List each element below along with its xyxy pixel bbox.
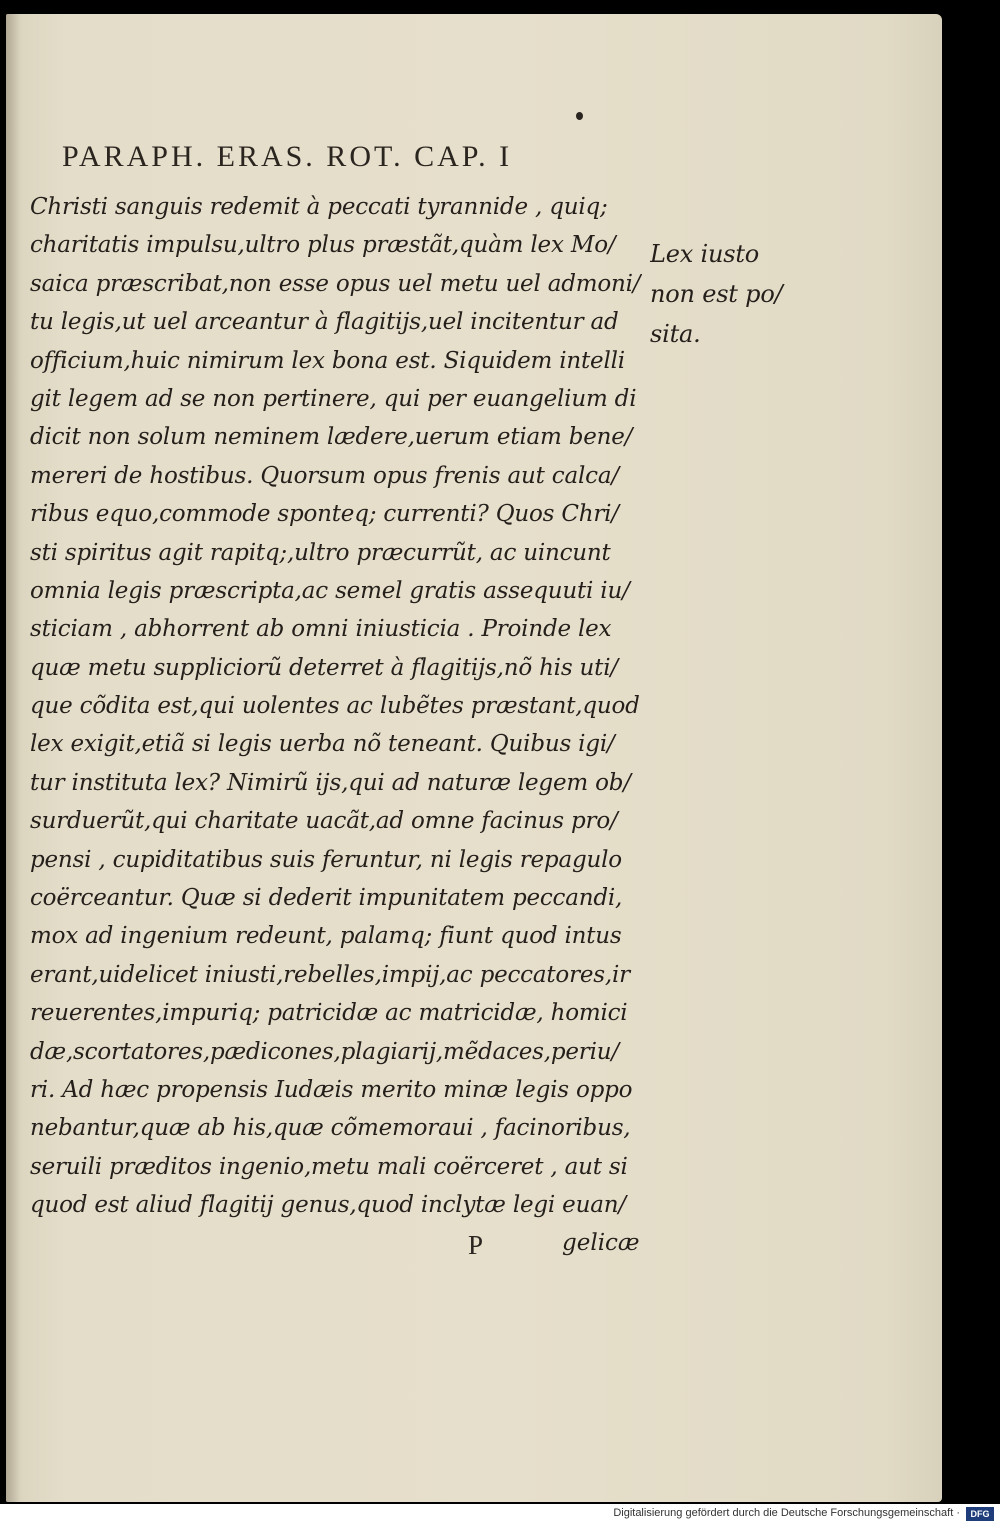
signature-mark: P bbox=[468, 1230, 484, 1260]
text-line: Christi sanguis redemit à peccati tyrannide , quiq; bbox=[30, 194, 608, 220]
margin-note-line: sita. bbox=[650, 320, 701, 348]
text-line: lex exigit,etiã si legis uerba nõ teneant. Quibus igi/ bbox=[30, 731, 615, 758]
page-gutter-shadow bbox=[6, 14, 20, 1502]
ink-mark bbox=[576, 112, 583, 120]
text-line: tur instituta lex? Nimirũ ijs,qui ad naturæ legem ob/ bbox=[30, 769, 631, 796]
margin-note bbox=[650, 234, 800, 354]
text-line: officium,huic nimirum lex bona est. Siquidem intelli bbox=[30, 347, 625, 374]
text-line: ribus equo,commode sponteq; currenti? Quos Chri/ bbox=[30, 501, 619, 528]
text-line: surduerũt,qui charitate uacãt,ad omne facinus pro/ bbox=[30, 808, 618, 835]
dfg-logo: DFG bbox=[966, 1507, 994, 1521]
text-line: quod est aliud flagitij genus,quod inclytæ legi euan/ bbox=[30, 1192, 626, 1219]
text-line: que cõdita est,qui uolentes ac lubẽtes præstant,quod bbox=[30, 693, 640, 720]
text-line: quæ metu suppliciorũ deterret à flagitijs,nõ his uti/ bbox=[30, 654, 618, 681]
text-line: charitatis impulsu,ultro plus præstãt,quàm lex Mo/ bbox=[30, 232, 616, 259]
footer-credit: Digitalisierung gefördert durch die Deutsche Forschungsgemeinschaft · bbox=[613, 1507, 960, 1519]
footer-bar bbox=[0, 1504, 1000, 1524]
text-line: omnia legis præscripta,ac semel gratis assequuti iu/ bbox=[30, 577, 630, 604]
text-line: ri. Ad hæc propensis Iudæis merito minæ legis oppo bbox=[30, 1076, 633, 1103]
catchword: gelicæ bbox=[562, 1230, 640, 1256]
text-line: erant,uidelicet iniusti,rebelles,impij,ac peccatores,ir bbox=[30, 961, 630, 988]
text-line: dicit non solum neminem lædere,uerum etiam bene/ bbox=[30, 424, 633, 451]
text-line: seruili præditos ingenio,metu mali coërceret , aut si bbox=[30, 1153, 628, 1180]
text-line: mox ad ingenium redeunt, palamq; fiunt quod intus bbox=[30, 923, 622, 950]
margin-note-line: non est po/ bbox=[650, 280, 783, 308]
text-line: tu legis,ut uel arceantur à flagitijs,uel incitentur ad bbox=[30, 309, 619, 336]
text-line: nebantur,quæ ab his,quæ cõmemoraui , facinoribus, bbox=[30, 1115, 631, 1142]
margin-note-line: Lex iusto bbox=[650, 240, 760, 268]
text-line: sticiam , abhorrent ab omni iniusticia . Proinde lex bbox=[30, 616, 612, 643]
text-line: dæ,scortatores,pædicones,plagiarij,mẽdaces,periu/ bbox=[30, 1038, 619, 1065]
body-text bbox=[30, 188, 642, 1225]
text-line: reuerentes,impuriq; patricidæ ac matricidæ, homici bbox=[30, 1000, 628, 1027]
text-line: mereri de hostibus. Quorsum opus frenis aut calca/ bbox=[30, 462, 619, 489]
running-head: PARAPH. ERAS. ROT. CAP. I bbox=[62, 140, 513, 173]
text-line: saica præscribat,non esse opus uel metu uel admoni/ bbox=[30, 270, 641, 297]
text-line: pensi , cupiditatibus suis feruntur, ni legis repagulo bbox=[30, 846, 622, 873]
text-line: sti spiritus agit rapitq;,ultro præcurrũt, ac uincunt bbox=[30, 539, 611, 566]
text-line: git legem ad se non pertinere, qui per euangelium di bbox=[30, 385, 637, 412]
text-line: coërceantur. Quæ si dederit impunitatem peccandi, bbox=[30, 885, 623, 912]
